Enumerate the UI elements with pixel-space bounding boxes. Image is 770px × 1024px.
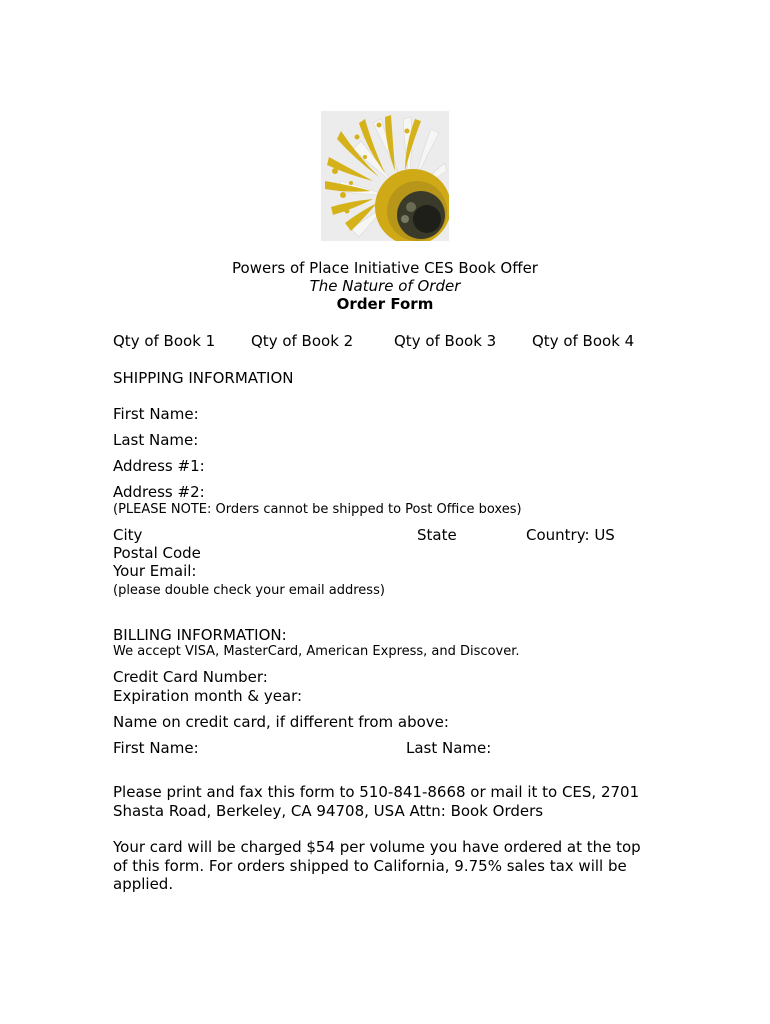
shipping-last-name-label: Last Name: [113,431,199,449]
charge-instructions: Your card will be charged $54 per volume you have ordered at the top of this form. For orders shipped to California, 9.75% sales tax will be applied. [113,838,641,893]
shipping-heading: SHIPPING INFORMATION [113,369,294,387]
fax-mail-instructions: Please print and fax this form to 510-841-8668 or mail it to CES, 2701 Shasta Road, Berkeley, CA 94708, USA Attn: Book Orders [113,783,640,820]
book-title: The Nature of Order [309,277,461,295]
po-box-note: (PLEASE NOTE: Orders cannot be shipped to Post Office boxes) [113,502,522,517]
email-note: (please double check your email address) [113,583,385,598]
accepted-cards: We accept VISA, MasterCard, American Express, and Discover. [113,644,520,659]
billing-heading: BILLING INFORMATION: [113,626,287,644]
name-on-card-label: Name on credit card, if different from above: [113,713,449,731]
expiration-label: Expiration month & year: [113,687,303,705]
country-label: Country: US [526,526,615,544]
email-label: Your Email: [113,562,197,580]
card-number-label: Credit Card Number: [113,668,268,686]
postal-code-label: Postal Code [113,544,201,562]
qty-book-1: Qty of Book 1 [113,332,216,350]
address2-label: Address #2: [113,483,205,501]
offer-title: Powers of Place Initiative CES Book Offer [232,259,538,277]
billing-first-name-label: First Name: [113,739,199,757]
address1-label: Address #1: [113,457,205,475]
qty-book-3: Qty of Book 3 [394,332,497,350]
state-label: State [417,526,457,544]
shipping-first-name-label: First Name: [113,405,199,423]
sunflower-logo-icon [321,111,449,241]
billing-last-name-label: Last Name: [406,739,492,757]
qty-book-2: Qty of Book 2 [251,332,354,350]
form-title: Order Form [336,295,434,313]
city-label: City [113,526,143,544]
qty-book-4: Qty of Book 4 [532,332,635,350]
